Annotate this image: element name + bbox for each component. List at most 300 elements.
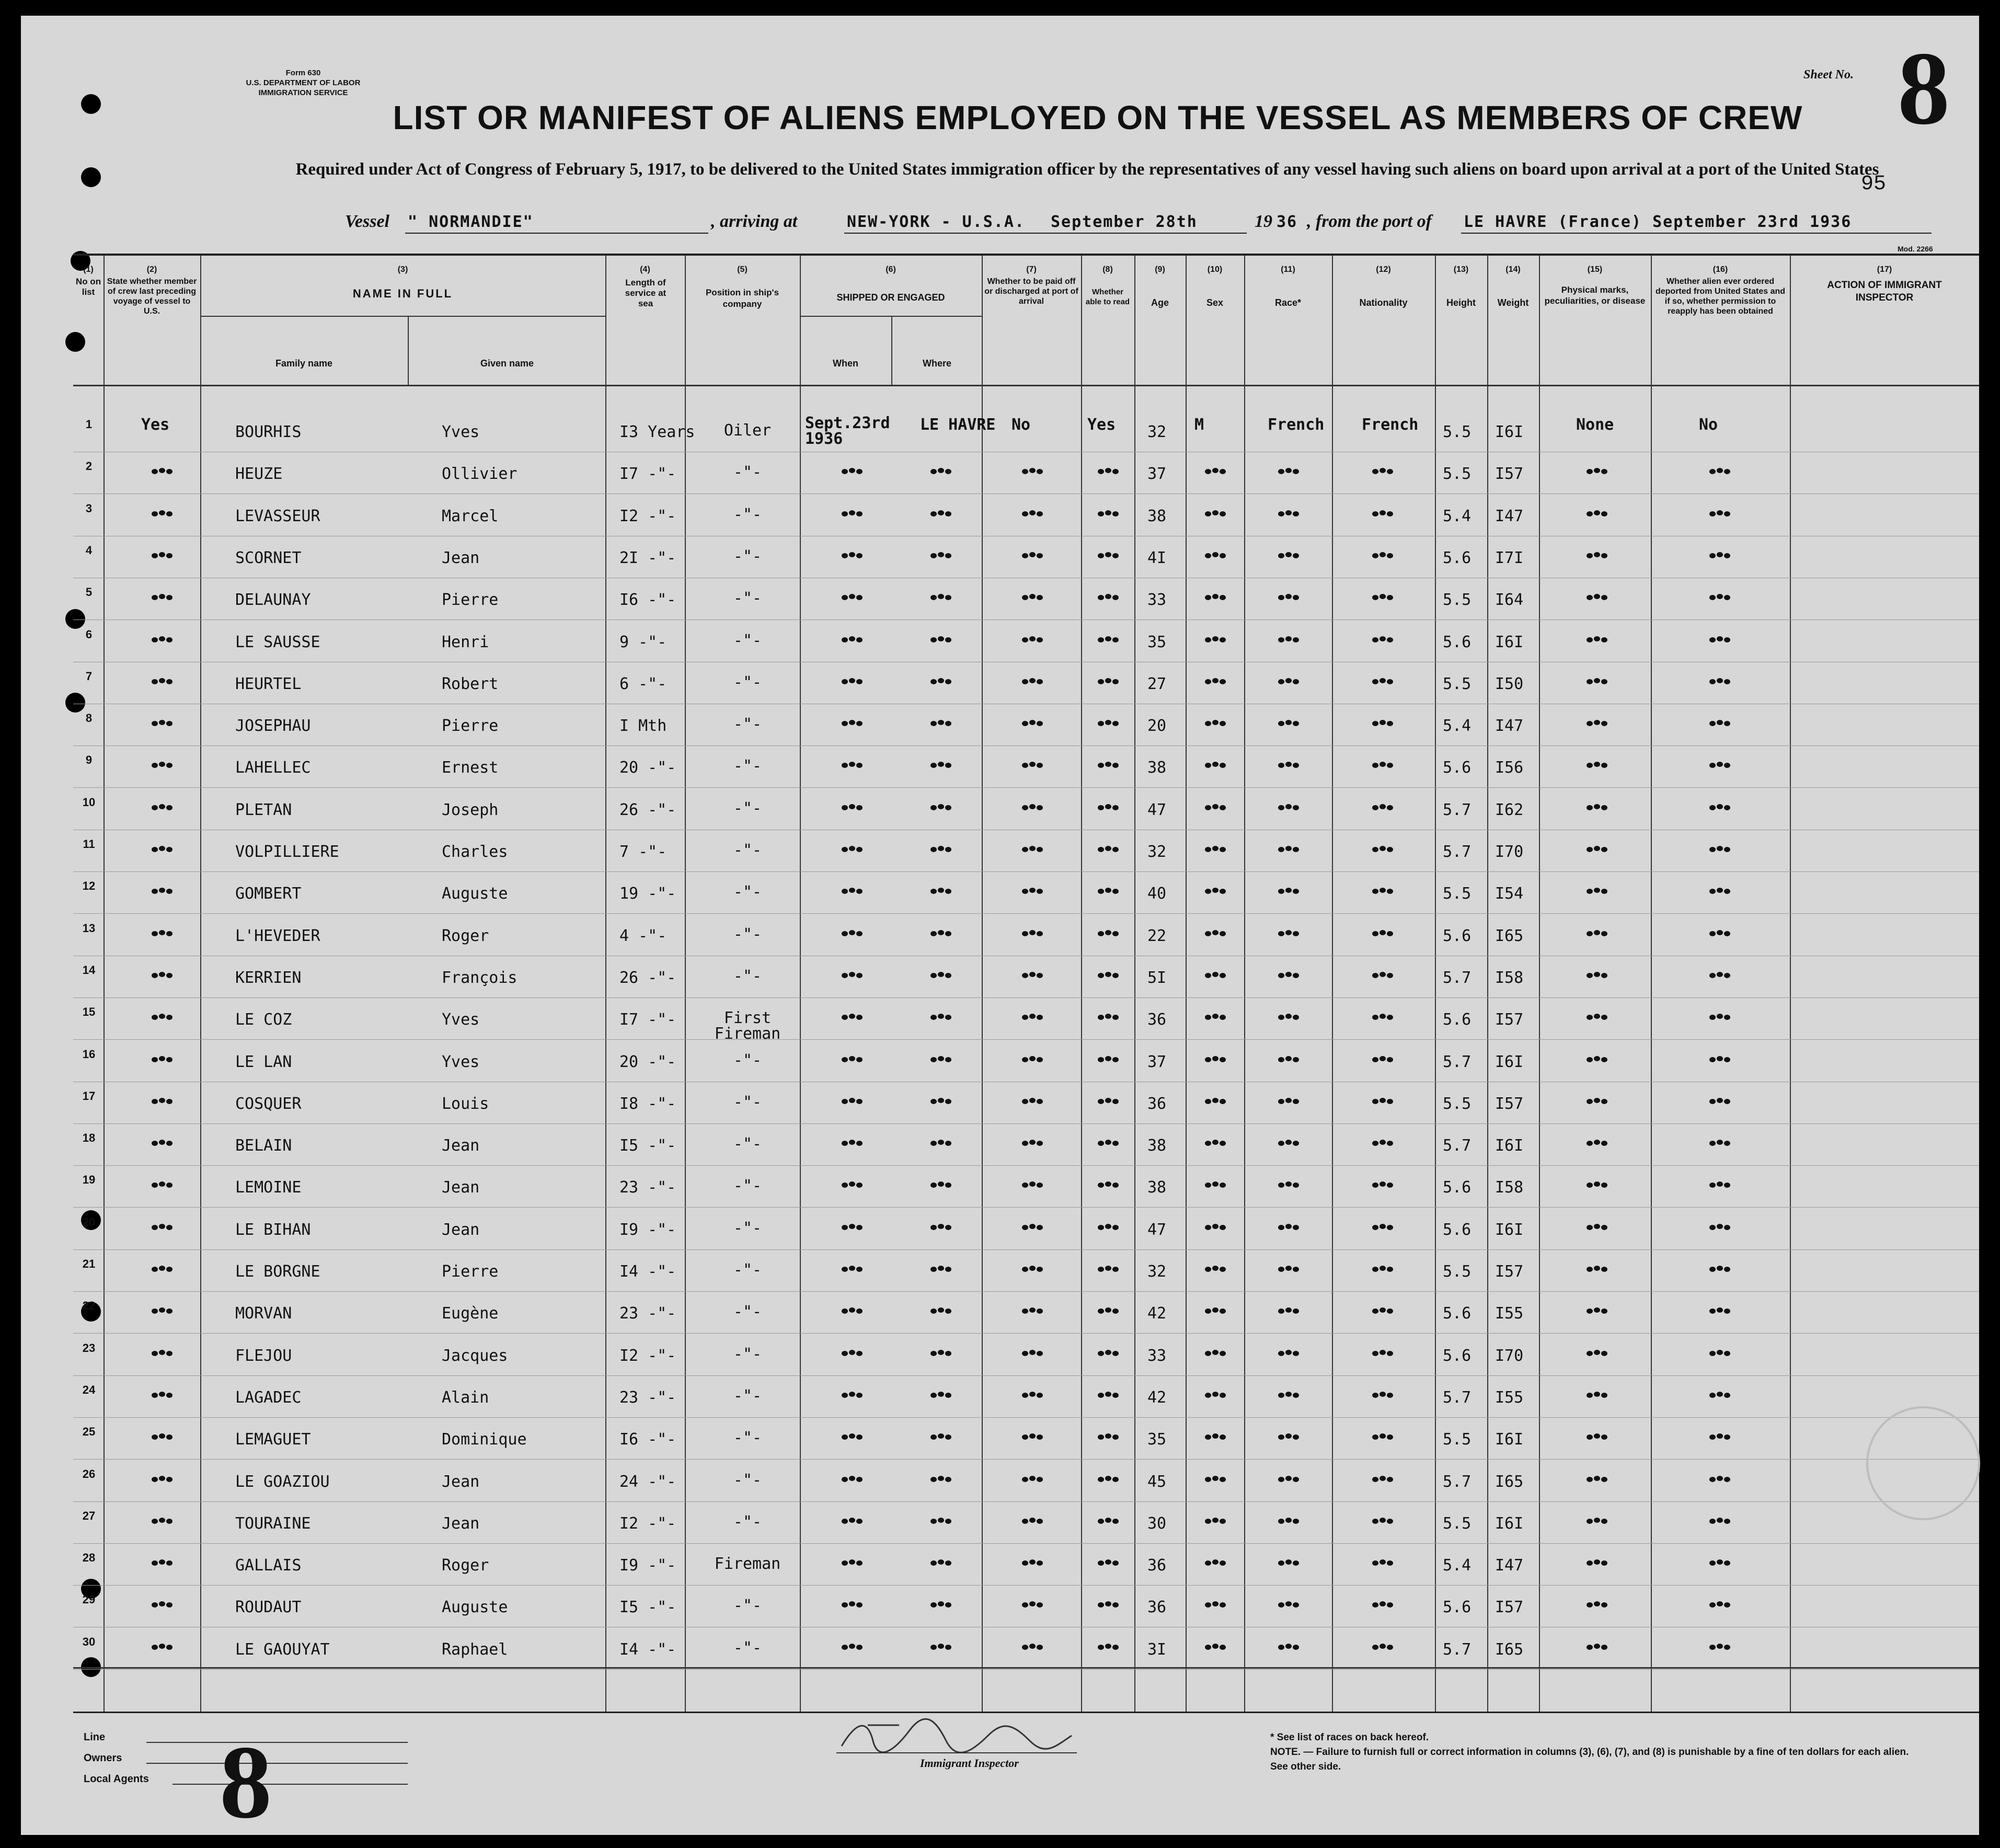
service-length-cell: 23 -"- (619, 1178, 676, 1197)
position-cell: -"- (733, 505, 762, 524)
ditto-mark (842, 552, 863, 559)
owners-label: Owners (84, 1752, 122, 1764)
height-cell: 5.5 (1443, 1094, 1472, 1113)
manifest-footer (21, 1709, 1979, 1840)
given-name-cell: Jean (442, 548, 480, 567)
family-name-cell: LE BIHAN (235, 1220, 311, 1239)
header-family-name: Family name (275, 358, 333, 369)
ditto-mark (152, 1014, 173, 1021)
weight-cell: I62 (1495, 800, 1524, 819)
ditto-mark (1587, 762, 1607, 769)
ditto-mark (1278, 1140, 1299, 1147)
service-length-cell: I5 -"- (619, 1137, 676, 1155)
header-race: Race* (1274, 297, 1302, 308)
given-name-cell: Alain (442, 1388, 489, 1407)
row-number: 7 (85, 669, 93, 683)
service-length-cell: I9 -"- (619, 1556, 676, 1575)
ditto-mark (842, 468, 863, 475)
ditto-mark (1022, 636, 1043, 644)
vessel-underline (405, 233, 708, 234)
ditto-mark (842, 972, 863, 979)
header-paid-off: Whether to be paid off or discharged at port of arrival (984, 277, 1078, 306)
age-cell: 47 (1147, 800, 1167, 819)
service-length-cell: I7 -"- (619, 1011, 676, 1029)
ditto-mark (1278, 510, 1299, 518)
ditto-mark (152, 678, 173, 685)
row-number: 28 (82, 1551, 96, 1565)
row-rule (73, 619, 1979, 620)
ditto-mark (1205, 1140, 1226, 1147)
ditto-mark (842, 678, 863, 685)
ditto-mark (152, 1644, 173, 1651)
ditto-mark (930, 1476, 951, 1483)
age-cell: 37 (1147, 1052, 1167, 1071)
col-num-16: (16) (1712, 265, 1728, 274)
height-cell: 5.5 (1443, 423, 1472, 441)
col-num-13: (13) (1453, 265, 1469, 274)
weight-cell: I6I (1495, 1052, 1524, 1071)
ditto-mark (1098, 1014, 1119, 1021)
height-cell: 5.6 (1443, 1220, 1472, 1239)
ditto-mark (1372, 1350, 1393, 1357)
ditto-mark (930, 1644, 951, 1651)
line-label: Line (84, 1731, 106, 1743)
ditto-mark (1372, 1181, 1393, 1189)
family-name-cell: KERRIEN (235, 968, 302, 987)
ditto-mark (842, 636, 863, 644)
weight-cell: I50 (1495, 674, 1524, 693)
ditto-mark (1098, 1140, 1119, 1147)
service-length-cell: 20 -"- (619, 1052, 676, 1071)
ditto-mark (1372, 930, 1393, 937)
column-divider (200, 256, 201, 1712)
ditto-mark (1022, 1140, 1043, 1147)
family-name-cell: GOMBERT (235, 885, 302, 903)
family-name-cell: MORVAN (235, 1304, 292, 1323)
col-num-7: (7) (1026, 265, 1037, 274)
row-rule (73, 1165, 1979, 1166)
ditto-mark (842, 1014, 863, 1021)
weight-cell: I57 (1495, 1262, 1524, 1281)
service-length-cell: 20 -"- (619, 759, 676, 777)
ditto-mark (152, 930, 173, 937)
ditto-mark (1372, 1392, 1393, 1399)
column-divider (982, 256, 983, 1712)
row-number: 22 (82, 1299, 96, 1313)
row-rule (73, 493, 1979, 494)
header-weight: Weight (1497, 297, 1529, 308)
weight-cell: I57 (1495, 465, 1524, 484)
row-rule (73, 1207, 1979, 1208)
ditto-mark (1205, 720, 1226, 727)
age-cell: 36 (1147, 1094, 1167, 1113)
ditto-mark (842, 1350, 863, 1357)
ditto-mark (1278, 1392, 1299, 1399)
from-label: , from the port of (1307, 212, 1432, 231)
ditto-mark (152, 594, 173, 601)
weight-cell: I70 (1495, 843, 1524, 861)
ditto-mark (842, 1056, 863, 1063)
height-cell: 5.6 (1443, 1304, 1472, 1323)
arriving-port: NEW-YORK - U.S.A. (847, 213, 1026, 231)
family-name-cell: LE COZ (235, 1011, 292, 1029)
ditto-mark (930, 762, 951, 769)
ditto-mark (1587, 1433, 1607, 1441)
given-name-cell: Robert (442, 674, 499, 693)
ditto-mark (1278, 888, 1299, 895)
age-cell: 36 (1147, 1598, 1167, 1617)
height-cell: 5.5 (1443, 674, 1472, 693)
header-separator (73, 385, 1979, 386)
row-rule (73, 787, 1979, 788)
row-number: 11 (83, 837, 95, 851)
row-number: 1 (85, 418, 93, 431)
service-length-cell: I2 -"- (619, 507, 676, 525)
family-name-cell: L'HEVEDER (235, 926, 320, 945)
ditto-mark (1709, 468, 1730, 475)
service-length-cell: 19 -"- (619, 885, 676, 903)
age-cell: 32 (1147, 423, 1167, 441)
ditto-mark (1098, 720, 1119, 727)
ditto-mark (1098, 804, 1119, 811)
service-length-cell: I8 -"- (619, 1094, 676, 1113)
row-rule (73, 1291, 1979, 1292)
given-name-cell: Ollivier (442, 465, 518, 484)
position-cell: -"- (733, 1471, 762, 1489)
ditto-mark (1709, 636, 1730, 644)
height-cell: 5.4 (1443, 1556, 1472, 1575)
ditto-mark (1022, 1224, 1043, 1231)
ditto-mark (1098, 930, 1119, 937)
ditto-mark (1709, 1350, 1730, 1357)
inspector-signature (836, 1715, 1077, 1757)
ditto-mark (1098, 972, 1119, 979)
ditto-mark (1205, 972, 1226, 979)
age-cell: 38 (1147, 1178, 1167, 1197)
ditto-mark (842, 1392, 863, 1399)
ditto-mark (1022, 1644, 1043, 1651)
family-name-cell: BELAIN (235, 1137, 292, 1155)
given-name-cell: Dominique (442, 1430, 527, 1449)
ditto-mark (1205, 1392, 1226, 1399)
family-name-cell: LEVASSEUR (235, 507, 320, 525)
given-name-cell: Pierre (442, 591, 499, 610)
height-cell: 5.7 (1443, 800, 1472, 819)
ditto-mark (152, 1433, 173, 1441)
given-name-cell: Raphael (442, 1640, 508, 1659)
ditto-mark (1098, 594, 1119, 601)
row1-prev-voyage-cell: Yes (141, 416, 170, 434)
family-name-cell: PLETAN (235, 800, 292, 819)
age-cell: 32 (1147, 843, 1167, 861)
row1-marks-cell: None (1576, 416, 1614, 434)
manifest-sheet (21, 16, 1979, 1840)
ditto-mark (1372, 888, 1393, 895)
row-number: 29 (82, 1593, 96, 1606)
height-cell: 5.6 (1443, 1346, 1472, 1365)
ditto-mark (1278, 1266, 1299, 1273)
ditto-mark (1022, 468, 1043, 475)
header-length-of-service: Length of service at sea (625, 278, 666, 308)
age-cell: 30 (1147, 1514, 1167, 1533)
ditto-mark (842, 1559, 863, 1567)
col-num-14: (14) (1505, 265, 1521, 274)
ditto-mark (1709, 1181, 1730, 1189)
family-name-cell: BOURHIS (235, 423, 302, 441)
service-length-cell: I Mth (619, 717, 667, 736)
position-cell: -"- (733, 925, 762, 944)
ditto-mark (1709, 1644, 1730, 1651)
ditto-mark (842, 1140, 863, 1147)
ditto-mark (842, 888, 863, 895)
header-sex: Sex (1206, 297, 1224, 308)
position-cell: -"- (733, 1512, 762, 1531)
ditto-mark (842, 594, 863, 601)
ditto-mark (930, 1266, 951, 1273)
header-name-in-full: NAME IN FULL (352, 287, 453, 300)
ditto-mark (1278, 678, 1299, 685)
family-name-cell: ROUDAUT (235, 1598, 302, 1617)
ditto-mark (1587, 1140, 1607, 1147)
row-rule (73, 1501, 1979, 1502)
ditto-mark (152, 1392, 173, 1399)
position-cell: -"- (733, 1135, 762, 1154)
column-divider (1081, 256, 1082, 1712)
ditto-mark (1709, 678, 1730, 685)
height-cell: 5.7 (1443, 1472, 1472, 1491)
age-cell: 22 (1147, 926, 1167, 945)
row1-when-cell: Sept.23rd 1936 (805, 414, 890, 448)
ditto-mark (1587, 930, 1607, 937)
ditto-mark (842, 1307, 863, 1315)
given-name-cell: Louis (442, 1094, 489, 1113)
ditto-mark (1205, 1098, 1226, 1105)
given-name-cell: Jean (442, 1137, 480, 1155)
height-cell: 5.6 (1443, 1178, 1472, 1197)
height-cell: 5.7 (1443, 1640, 1472, 1659)
page-number: 95 (1861, 173, 1887, 196)
name-subheader-line (200, 316, 605, 317)
ditto-mark (1022, 972, 1043, 979)
ditto-mark (1372, 1266, 1393, 1273)
weight-cell: I65 (1495, 1472, 1524, 1491)
ditto-mark (1022, 510, 1043, 518)
ditto-mark (1587, 1266, 1607, 1273)
ditto-mark (1709, 1518, 1730, 1525)
ditto-mark (930, 1601, 951, 1609)
ditto-mark (1372, 720, 1393, 727)
position-cell: -"- (733, 1093, 762, 1111)
ditto-mark (930, 1181, 951, 1189)
ditto-mark (842, 1433, 863, 1441)
ditto-mark (152, 1307, 173, 1315)
ditto-mark (152, 804, 173, 811)
family-given-divider (408, 316, 409, 385)
ditto-mark (1022, 720, 1043, 727)
service-length-cell: 9 -"- (619, 633, 667, 651)
ditto-mark (1278, 1476, 1299, 1483)
row-number: 23 (82, 1341, 96, 1355)
weight-cell: I47 (1495, 717, 1524, 736)
line-rule (146, 1742, 408, 1743)
ditto-mark (930, 930, 951, 937)
ditto-mark (1709, 1307, 1730, 1315)
position-cell: -"- (733, 673, 762, 692)
ditto-mark (1587, 468, 1607, 475)
ditto-mark (1205, 678, 1226, 685)
document-title: LIST OR MANIFEST OF ALIENS EMPLOYED ON THE VESSEL AS MEMBERS OF CREW (393, 99, 1803, 136)
header-deported: Whether alien ever ordered deported from United States and if so, whether permission to reapply has been obtained (1655, 277, 1786, 316)
ditto-mark (930, 510, 951, 518)
position-cell: -"- (733, 547, 762, 566)
ditto-mark (1205, 1307, 1226, 1315)
position-cell: -"- (733, 883, 762, 902)
ditto-mark (1205, 1518, 1226, 1525)
ditto-mark (1098, 1224, 1119, 1231)
ditto-mark (1709, 1476, 1730, 1483)
row-number: 6 (85, 627, 93, 641)
service-length-cell: 7 -"- (619, 843, 667, 861)
ditto-mark (152, 846, 173, 853)
given-name-cell: Auguste (442, 1598, 508, 1617)
weight-cell: I55 (1495, 1388, 1524, 1407)
col-num-6: (6) (886, 265, 896, 274)
age-cell: 32 (1147, 1262, 1167, 1281)
ditto-mark (1709, 846, 1730, 853)
document-subtitle: Required under Act of Congress of February 5, 1917, to be delivered to the United States immigration officer by the representatives of any vessel having such aliens on board upon arrival at a port of the United States (295, 160, 1879, 179)
header-no-on-list: No on list (75, 277, 101, 297)
family-name-cell: LE GOAZIOU (235, 1472, 330, 1491)
ditto-mark (152, 720, 173, 727)
ditto-mark (1278, 1224, 1299, 1231)
ditto-mark (1587, 1350, 1607, 1357)
footer-note (1270, 1730, 1924, 1774)
row-rule (73, 1459, 1979, 1460)
ditto-mark (1372, 1433, 1393, 1441)
ditto-mark (1098, 1266, 1119, 1273)
given-name-cell: Jean (442, 1220, 480, 1239)
ditto-mark (1278, 846, 1299, 853)
shipped-subheader-line (800, 316, 982, 317)
ditto-mark (930, 1518, 951, 1525)
position-cell: -"- (733, 631, 762, 650)
ditto-mark (152, 888, 173, 895)
row-number: 15 (82, 1005, 96, 1019)
column-divider (605, 256, 606, 1712)
header-position: Position in ship's company (705, 288, 779, 309)
age-cell: 33 (1147, 591, 1167, 610)
ditto-mark (930, 846, 951, 853)
column-divider (1651, 256, 1652, 1712)
family-name-cell: FLEJOU (235, 1346, 292, 1365)
row-rule (73, 745, 1979, 746)
weight-cell: I54 (1495, 885, 1524, 903)
row-rule (73, 1249, 1979, 1250)
service-length-cell: I7 -"- (619, 465, 676, 484)
given-name-cell: Eugène (442, 1304, 499, 1323)
sheet-label: Sheet No. (1803, 68, 1854, 82)
ditto-mark (1022, 1433, 1043, 1441)
ditto-mark (1022, 1307, 1043, 1315)
ditto-mark (1022, 552, 1043, 559)
service-length-cell: 24 -"- (619, 1472, 676, 1491)
ditto-mark (1372, 1098, 1393, 1105)
ditto-mark (152, 1140, 173, 1147)
header-physical-marks: Physical marks, peculiarities, or disease (1544, 285, 1646, 306)
mod-note: Mod. 2266 (1898, 245, 1933, 253)
table-end-separator (73, 1667, 1979, 1669)
row-number: 4 (85, 543, 93, 557)
ditto-mark (1372, 636, 1393, 644)
given-name-cell: Yves (442, 423, 480, 441)
ditto-mark (1022, 678, 1043, 685)
column-divider (800, 256, 801, 1712)
ditto-mark (1278, 930, 1299, 937)
position-cell: First Fireman (714, 1009, 781, 1043)
ditto-mark (842, 720, 863, 727)
row-number: 16 (82, 1047, 96, 1061)
ditto-mark (1278, 1014, 1299, 1021)
position-cell: -"- (733, 1051, 762, 1070)
ditto-mark (1709, 1224, 1730, 1231)
position-cell: -"- (733, 799, 762, 818)
service-length-cell: I5 -"- (619, 1598, 676, 1617)
service-length-cell: I6 -"- (619, 1430, 676, 1449)
given-name-cell: Pierre (442, 1262, 499, 1281)
ditto-mark (1205, 510, 1226, 518)
row-number: 12 (82, 879, 96, 893)
row-number: 8 (85, 711, 93, 725)
row-rule (73, 1417, 1979, 1418)
height-cell: 5.7 (1443, 1388, 1472, 1407)
ditto-mark (1098, 888, 1119, 895)
row-number: 30 (82, 1635, 96, 1648)
age-cell: 42 (1147, 1304, 1167, 1323)
ditto-mark (1709, 1266, 1730, 1273)
ditto-mark (1709, 594, 1730, 601)
age-cell: 20 (1147, 717, 1167, 736)
weight-cell: I64 (1495, 591, 1524, 610)
family-name-cell: HEUZE (235, 465, 283, 484)
ditto-mark (1022, 1181, 1043, 1189)
ditto-mark (1098, 1181, 1119, 1189)
row-rule (73, 1375, 1979, 1376)
height-cell: 5.6 (1443, 926, 1472, 945)
ditto-mark (842, 510, 863, 518)
ditto-mark (1372, 510, 1393, 518)
header-when: When (833, 358, 858, 369)
ditto-mark (1709, 1056, 1730, 1063)
height-cell: 5.5 (1443, 1514, 1472, 1533)
ditto-mark (930, 1433, 951, 1441)
ditto-mark (152, 1350, 173, 1357)
age-cell: 4I (1147, 548, 1167, 567)
ditto-mark (1587, 678, 1607, 685)
ditto-mark (1098, 468, 1119, 475)
position-cell: -"- (733, 1261, 762, 1279)
ditto-mark (1278, 1181, 1299, 1189)
ditto-mark (1205, 468, 1226, 475)
ditto-mark (1098, 1098, 1119, 1105)
ditto-mark (1709, 1014, 1730, 1021)
row-number: 19 (82, 1173, 96, 1187)
row-number: 27 (82, 1509, 96, 1522)
ditto-mark (1709, 972, 1730, 979)
ditto-mark (930, 1014, 951, 1021)
ditto-mark (1372, 1601, 1393, 1609)
weight-cell: I7I (1495, 548, 1524, 567)
column-divider (1539, 256, 1540, 1712)
